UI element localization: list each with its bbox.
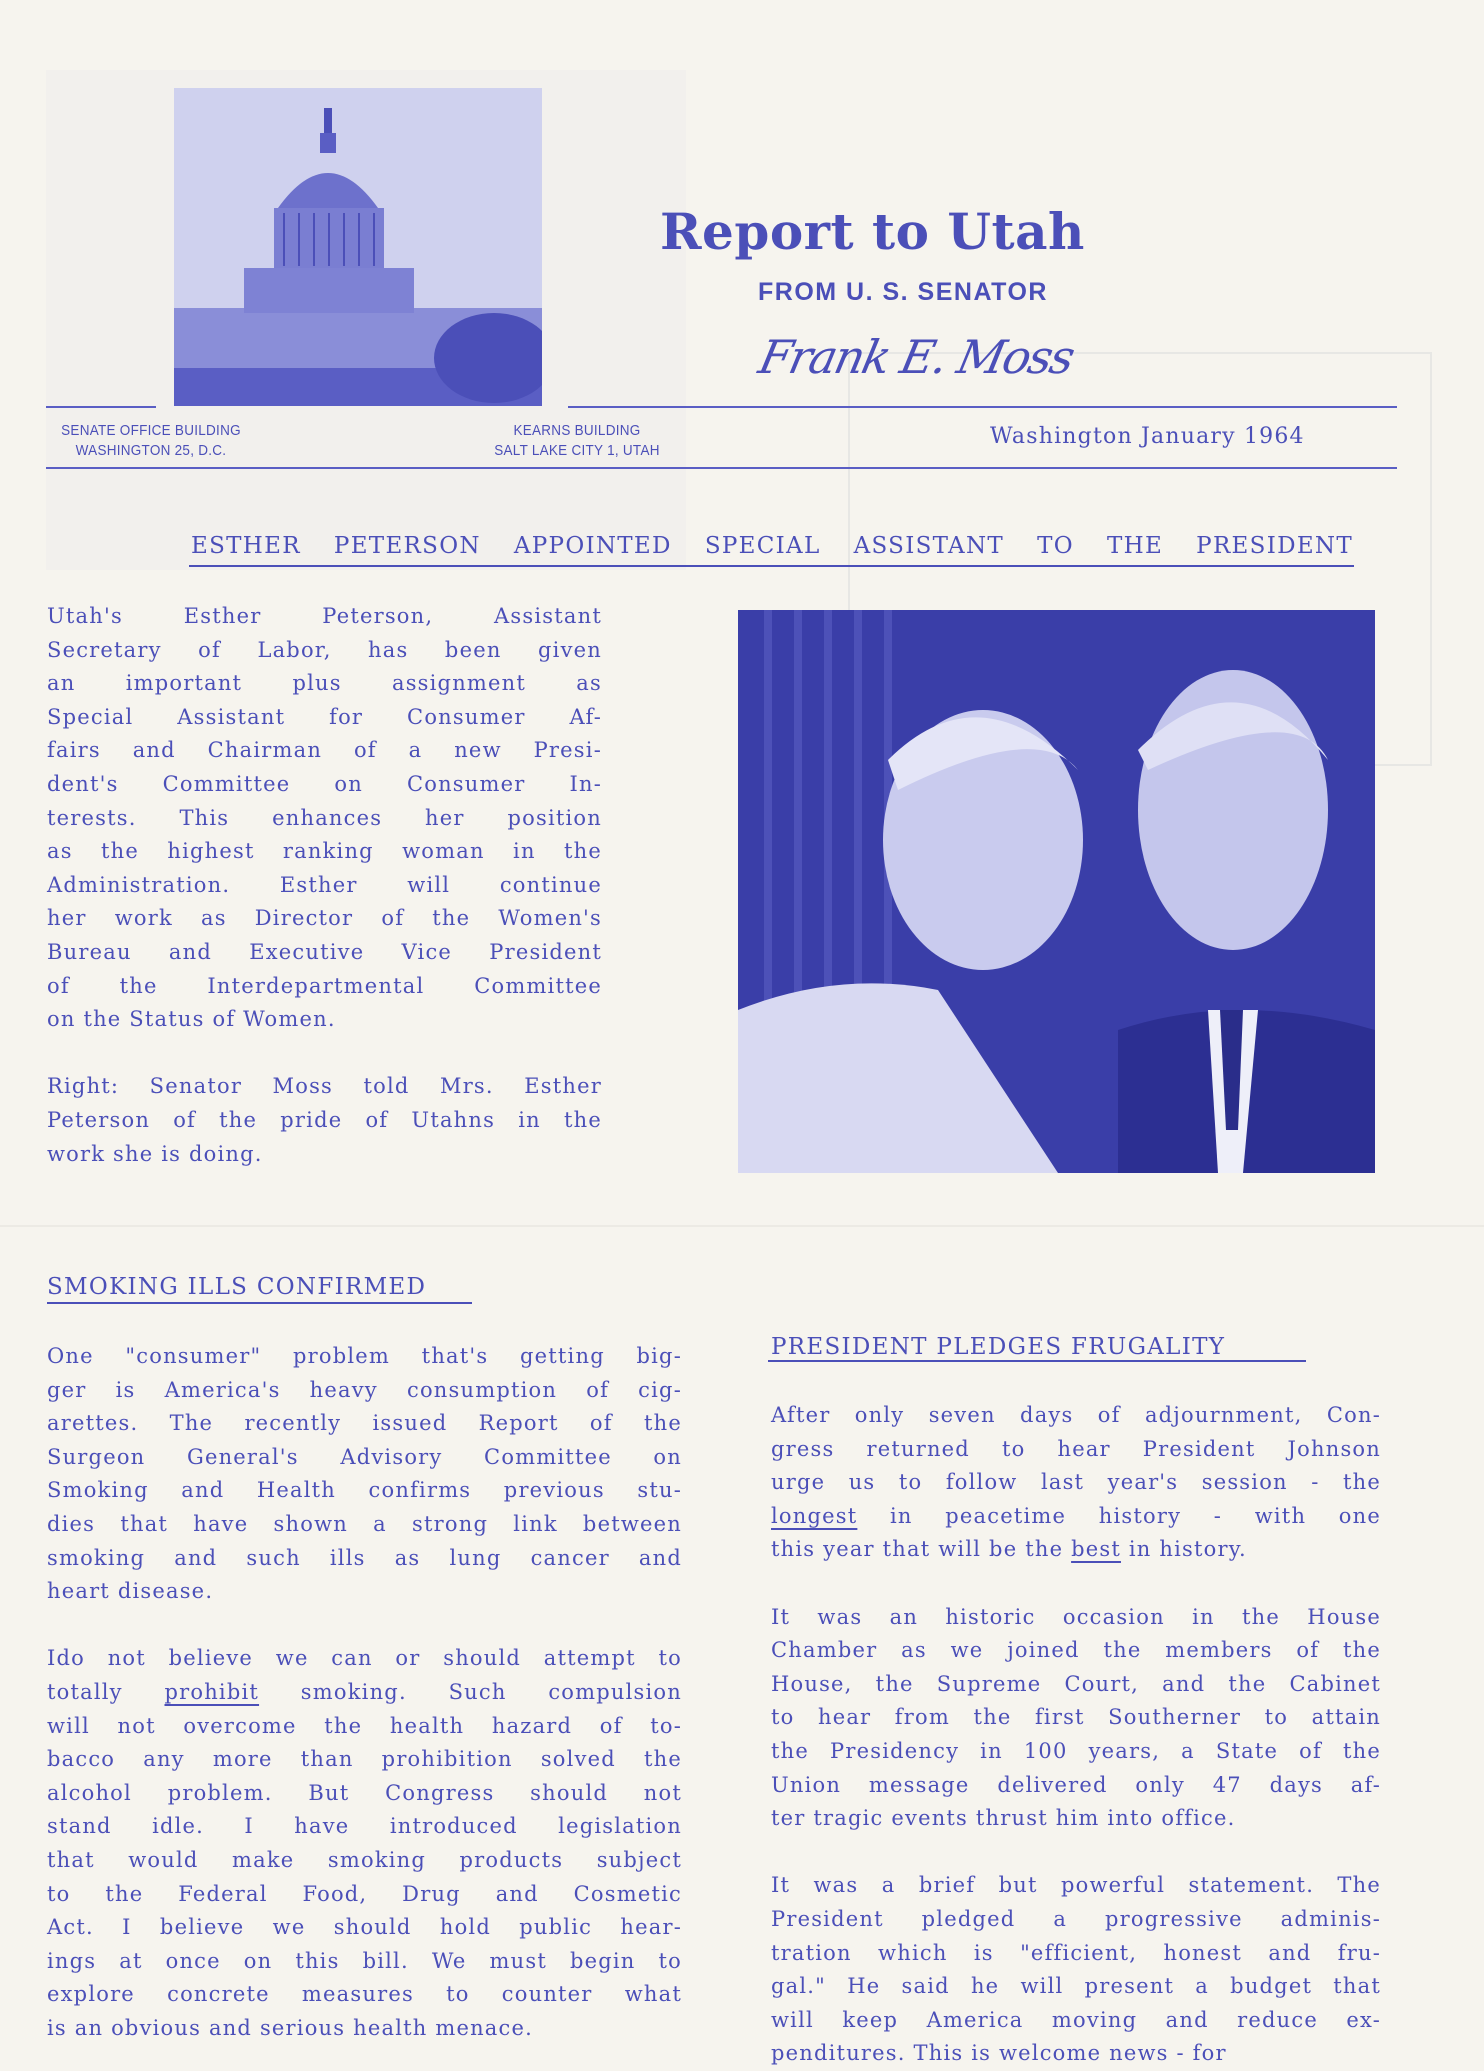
text-line: on the Status of Women. bbox=[47, 1007, 336, 1032]
text-line: is an obvious and serious health menace. bbox=[47, 2015, 533, 2040]
text-line: as the highest ranking woman in the bbox=[47, 839, 602, 864]
text-line: heart disease. bbox=[47, 1579, 214, 1604]
paragraph bbox=[771, 1601, 1381, 1836]
text-line: dies that have shown a strong link between bbox=[47, 1511, 682, 1536]
text-line: the Presidency in 100 years, a State of the bbox=[771, 1738, 1381, 1763]
address-line: SALT LAKE CITY 1, UTAH bbox=[494, 442, 660, 459]
text-line: ger is America's heavy consumption of cig- bbox=[47, 1377, 682, 1402]
text-line: longest in peacetime history - with one bbox=[771, 1503, 1381, 1528]
masthead-bottom-rule bbox=[46, 467, 1397, 469]
text-line: Secretary of Labor, has been given bbox=[47, 637, 602, 662]
senator-signature: Frank E. Moss bbox=[754, 330, 1079, 384]
text-line: Union message delivered only 47 days af- bbox=[771, 1772, 1381, 1797]
photo-moss-peterson bbox=[738, 610, 1375, 1173]
text-line: alcohol problem. But Congress should not bbox=[47, 1780, 682, 1805]
text-line: bacco any more than prohibition solved the bbox=[47, 1747, 682, 1772]
capitol-dome-icon bbox=[174, 88, 542, 406]
text-line: arettes. The recently issued Report of the bbox=[47, 1411, 682, 1436]
text-line: to hear from the first Southerner to attain bbox=[771, 1705, 1381, 1730]
text-line: After only seven days of adjournment, Con- bbox=[771, 1403, 1381, 1427]
text-line: Chamber as we joined the members of the bbox=[771, 1638, 1381, 1663]
paragraph bbox=[47, 1340, 682, 1609]
paragraph bbox=[47, 1070, 602, 1171]
text-line: It was an historic occasion in the House bbox=[771, 1604, 1381, 1629]
paragraph bbox=[47, 1642, 682, 2045]
masthead-subtitle: FROM U. S. SENATOR bbox=[758, 278, 1048, 306]
text-line: work she is doing. bbox=[47, 1141, 263, 1166]
paragraph bbox=[47, 600, 602, 1037]
text-line: President pledged a progressive adminis- bbox=[771, 1906, 1381, 1931]
masthead-title: Report to Utah bbox=[660, 202, 1085, 261]
address-kearns-building bbox=[465, 421, 690, 461]
fold-line bbox=[0, 1225, 1484, 1227]
text-line: will not overcome the health hazard of to- bbox=[47, 1713, 682, 1738]
text-line: ter tragic events thrust him into office. bbox=[771, 1806, 1236, 1831]
capitol-image bbox=[174, 88, 542, 406]
text-line: One "consumer" problem that's getting big- bbox=[47, 1344, 682, 1368]
text-line: Ido not believe we can or should attempt to bbox=[47, 1646, 682, 1671]
address-senate-office bbox=[57, 421, 246, 461]
peterson-article bbox=[47, 600, 602, 1171]
text-line: totally prohibit smoking. Such compulsion bbox=[47, 1679, 682, 1704]
text-line: her work as Director of the Women's bbox=[47, 906, 602, 931]
text-line: that would make smoking products subject bbox=[47, 1847, 682, 1872]
text-line: this year that will be the best in history. bbox=[771, 1537, 1247, 1562]
text-line: Special Assistant for Consumer Af- bbox=[47, 704, 602, 729]
text-line: will keep America moving and reduce ex- bbox=[771, 2007, 1381, 2032]
text-line: urge us to follow last year's session - the bbox=[771, 1470, 1381, 1495]
emphasis: best bbox=[1071, 1537, 1121, 1562]
frugality-heading-underline bbox=[768, 1360, 1306, 1362]
text-line: Bureau and Executive Vice President bbox=[47, 939, 602, 964]
headline: ESTHER PETERSON APPOINTED SPECIAL ASSISTANT TO THE PRESIDENT bbox=[191, 533, 1353, 559]
smoking-article bbox=[47, 1340, 682, 2045]
address-line: SENATE OFFICE BUILDING bbox=[61, 422, 241, 439]
text-line: an important plus assignment as bbox=[47, 671, 602, 696]
text-line: Smoking and Health confirms previous stu- bbox=[47, 1478, 682, 1503]
text-line: tration which is "efficient, honest and fru- bbox=[771, 1940, 1381, 1965]
text-line: terests. This enhances her position bbox=[47, 805, 602, 830]
smoking-heading: SMOKING ILLS CONFIRMED bbox=[47, 1274, 427, 1300]
text-line: gal." He said he will present a budget that bbox=[771, 1974, 1381, 1999]
masthead-rule-left bbox=[46, 406, 156, 408]
headline-underline bbox=[189, 565, 1354, 567]
text-line: House, the Supreme Court, and the Cabinet bbox=[771, 1671, 1381, 1696]
frugality-article bbox=[771, 1399, 1381, 2071]
text-line: explore concrete measures to counter what bbox=[47, 1982, 682, 2007]
text-line: Peterson of the pride of Utahns in the bbox=[47, 1107, 602, 1132]
signature-rule bbox=[568, 406, 1397, 408]
emphasis: prohibit bbox=[164, 1679, 260, 1704]
photo-image bbox=[738, 610, 1375, 1173]
text-line: Act. I believe we should hold public hear- bbox=[47, 1915, 682, 1940]
text-line: Administration. Esther will continue bbox=[47, 872, 602, 897]
frugality-heading: PRESIDENT PLEDGES FRUGALITY bbox=[771, 1334, 1226, 1360]
text-line: smoking and such ills as lung cancer and bbox=[47, 1545, 682, 1570]
paragraph bbox=[771, 1399, 1381, 1567]
paragraph bbox=[771, 1869, 1381, 2071]
dateline: Washington January 1964 bbox=[990, 424, 1305, 449]
text-line: of the Interdepartmental Committee bbox=[47, 973, 602, 998]
text-line: dent's Committee on Consumer In- bbox=[47, 771, 602, 796]
emphasis: longest bbox=[771, 1503, 858, 1528]
text-line: to the Federal Food, Drug and Cosmetic bbox=[47, 1881, 682, 1906]
smoking-heading-underline bbox=[47, 1302, 472, 1304]
address-line: KEARNS BUILDING bbox=[513, 422, 641, 439]
text-line: Utah's Esther Peterson, Assistant bbox=[47, 604, 602, 628]
text-line: It was a brief but powerful statement. The bbox=[771, 1873, 1381, 1898]
text-line: ings at once on this bill. We must begin to bbox=[47, 1948, 682, 1973]
text-line: fairs and Chairman of a new Presi- bbox=[47, 738, 602, 763]
text-line: Right: Senator Moss told Mrs. Esther bbox=[47, 1074, 602, 1099]
text-line: Surgeon General's Advisory Committee on bbox=[47, 1444, 682, 1469]
text-line: penditures. This is welcome news - for bbox=[771, 2041, 1227, 2066]
text-line: stand idle. I have introduced legislation bbox=[47, 1814, 682, 1839]
address-line: WASHINGTON 25, D.C. bbox=[75, 442, 227, 459]
text-line: gress returned to hear President Johnson bbox=[771, 1436, 1381, 1461]
